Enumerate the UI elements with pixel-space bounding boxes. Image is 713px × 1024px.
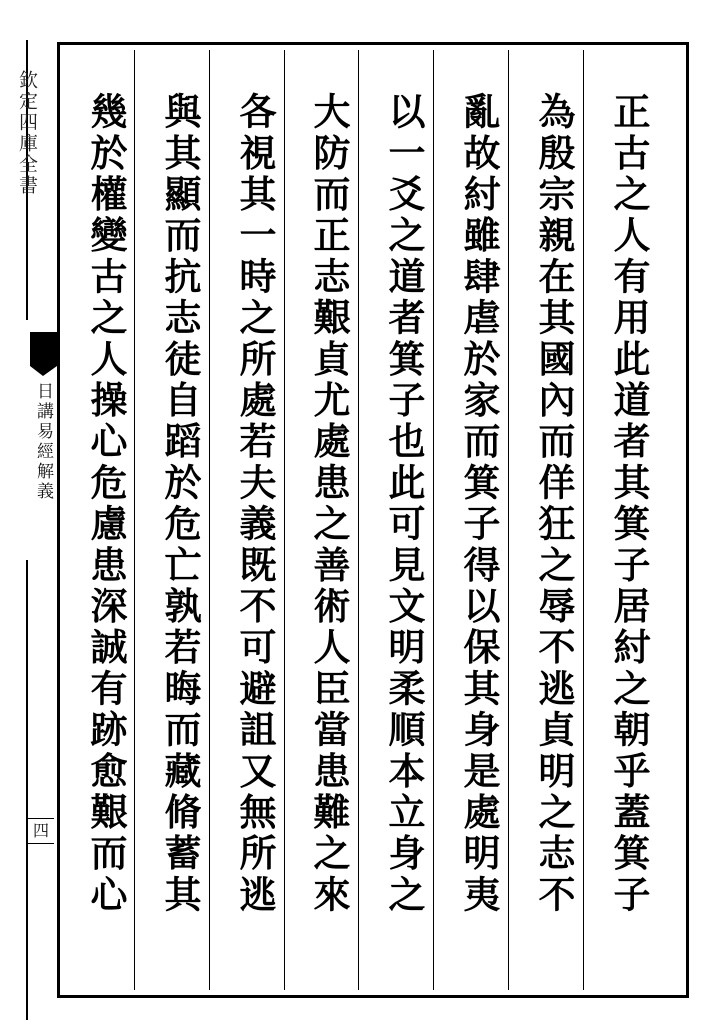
column-divider	[583, 50, 584, 990]
column-divider	[508, 50, 509, 990]
text-column: 幾於權變古之人操心危慮患深誠有跡愈艱而心	[84, 92, 128, 916]
text-column: 以一爻之道者箕子也此可見文明柔順本立身之	[382, 92, 426, 916]
margin-rule	[26, 560, 28, 1020]
column-divider	[358, 50, 359, 990]
text-column: 正古之人有用此道者其箕子居紂之朝乎蓋箕子	[607, 92, 651, 916]
page-number: 四	[28, 818, 54, 844]
book-title: 欽定四庫全書	[16, 70, 38, 196]
column-divider	[284, 50, 285, 990]
text-column: 為殷宗親在其國內而佯狂之辱不逃貞明之志不	[532, 92, 576, 916]
text-column: 各視其一時之所處若夫義既不可避詛又無所逃	[233, 92, 277, 916]
text-column: 與其顯而抗志徒自蹈於危亡孰若晦而藏脩蓄其	[158, 92, 202, 916]
text-column: 亂故紂雖肆虐於家而箕子得以保其身是處明夷	[457, 92, 501, 916]
column-divider	[209, 50, 210, 990]
column-divider	[433, 50, 434, 990]
fish-tail-mark	[30, 332, 57, 366]
section-title: 日講易經解義	[33, 382, 53, 502]
page-margin-strip	[0, 20, 57, 1010]
text-column: 大防而正志艱貞尤處患之善術人臣當患難之來	[307, 92, 351, 916]
